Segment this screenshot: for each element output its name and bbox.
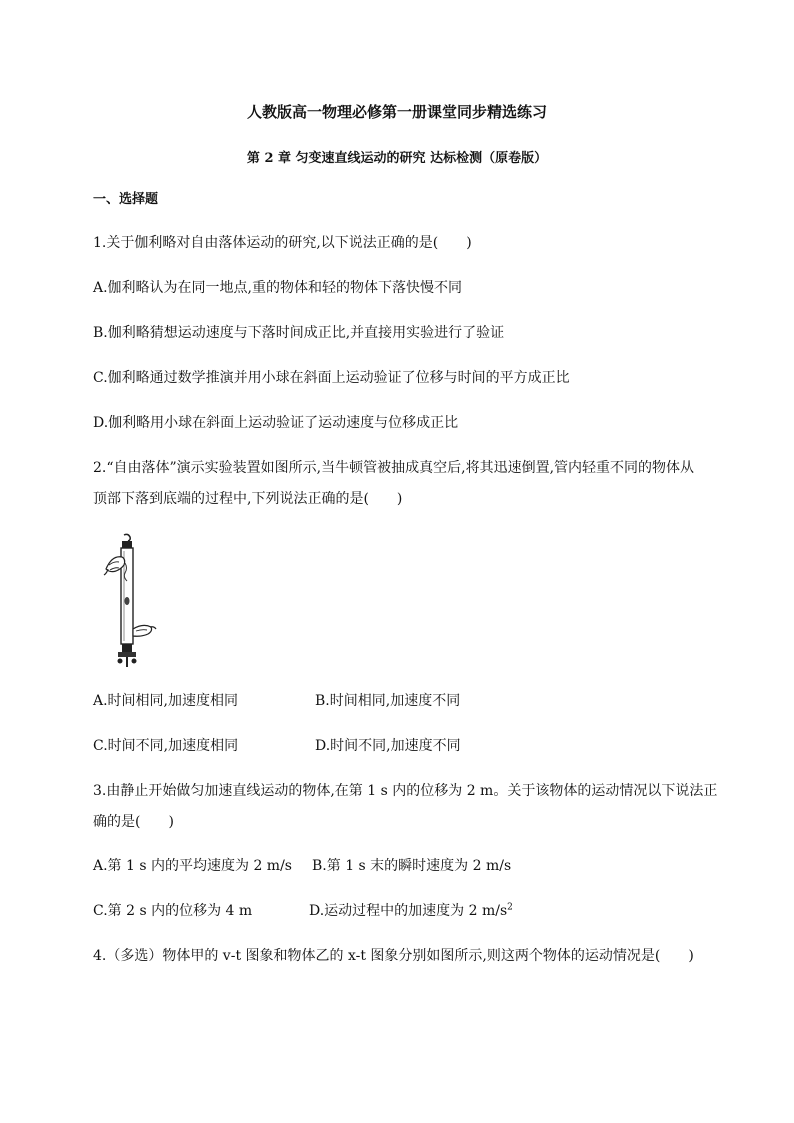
- question-2-stem-line-2: 顶部下落到底端的过程中,下列说法正确的是( ): [93, 491, 403, 507]
- question-3-stem-line-2: 确的是( ): [93, 814, 174, 830]
- section-heading: 一、选择题: [93, 192, 159, 207]
- question-3-option-d-text: D.运动过程中的加速度为 2 m/s: [309, 903, 508, 919]
- question-2-stem-line-1: 2.“自由落体”演示实验装置如图所示,当牛顿管被抽成真空后,将其迅速倒置,管内轻重不同的物体从: [93, 460, 695, 476]
- squared-superscript: 2: [507, 902, 513, 913]
- question-2-option-a: A.时间相同,加速度相同: [93, 693, 239, 709]
- question-3-option-b: B.第 1 s 末的瞬时速度为 2 m/s: [312, 858, 512, 874]
- chapter-subtitle: 第 2 章 匀变速直线运动的研究 达标检测（原卷版）: [246, 151, 548, 166]
- question-1-option-b: B.伽利略猜想运动速度与下落时间成正比,并直接用实验进行了验证: [93, 325, 505, 341]
- question-1-option-a: A.伽利略认为在同一地点,重的物体和轻的物体下落快慢不同: [93, 280, 463, 296]
- document-title: 人教版高一物理必修第一册课堂同步精选练习: [246, 103, 547, 121]
- question-3-option-c: C.第 2 s 内的位移为 4 m: [93, 903, 253, 919]
- question-2-option-c: C.时间不同,加速度相同: [93, 738, 239, 754]
- question-3-option-d: [309, 901, 513, 921]
- question-1-stem: 1.关于伽利略对自由落体运动的研究,以下说法正确的是( ): [93, 235, 472, 251]
- question-4-stem: 4.（多选）物体甲的 v-t 图象和物体乙的 x-t 图象分别如图所示,则这两个物体的运动情况是( ): [93, 948, 694, 964]
- question-2-option-d: D.时间不同,加速度不同: [315, 738, 461, 754]
- question-1-option-d: D.伽利略用小球在斜面上运动验证了运动速度与位移成正比: [93, 415, 459, 431]
- question-2-option-b: B.时间相同,加速度不同: [315, 693, 461, 709]
- question-3-stem-line-1: 3.由静止开始做匀加速直线运动的物体,在第 1 s 内的位移为 2 m。关于该物体的运动情况以下说法正: [93, 783, 718, 799]
- question-1-option-c: C.伽利略通过数学推演并用小球在斜面上运动验证了位移与时间的平方成正比: [93, 370, 570, 386]
- newton-tube-figure: [100, 533, 160, 673]
- question-3-option-a: A.第 1 s 内的平均速度为 2 m/s: [93, 858, 292, 874]
